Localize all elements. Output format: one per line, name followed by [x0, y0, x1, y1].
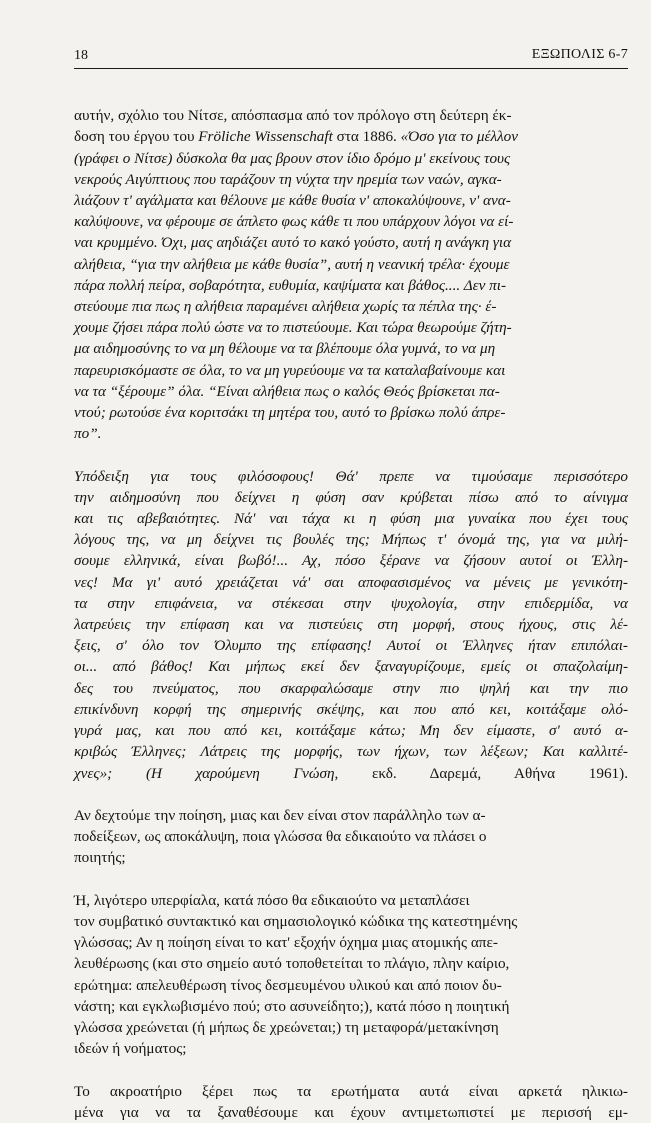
book-title: Η χαρούμενη Γνώση	[151, 764, 335, 782]
paragraph-2	[74, 444, 628, 783]
paragraph-1	[74, 84, 628, 444]
body-text	[74, 84, 628, 1123]
text-segment: στα 1886.	[332, 128, 401, 146]
text-segment: Ή, λιγότερο υπερφίαλα, κατά πόσο θα εδικαιούτο να μεταπλάσει τον συμβατικό συντακτικό και σημασιολογικό κώδικα της κατεστημένης γλώσσας; Αν η ποίηση είναι το κατ' εξοχήν όχημα μιας ατομικής απε- λευθέρωσης (και στο σημείο αυτό τοποθετείται το πλάγιο, πλην καίριο, ερώτημα: απελευθέρωση τίνος δεσμευμένου υλικού και από ποιον δυ- νάστη; και εγκλωβισμένο πού; στο ασυνείδητο;), κατά πόσο η ποιητική γλώσσα χρεώνεται (ή μήπως δε χρεώνεται;) τη μεταφορά/μετακίνηση ιδεών ή νοήματος;	[74, 891, 518, 1058]
citation: , εκδ. Δαρεμά, Αθήνα 1961).	[334, 764, 629, 782]
quotation: «Όσο για το μέλλον (γράφει ο Νίτσε) δύσκολα θα μας βρουν στον ίδιο δρόμο μ' εκείνους τους νεκρούς Αιγύπτιους που ταράζουν τη νύχτα την ηρεμία των ναών, αγκα- λιάζουν τ' αγάλματα και θέλουνε με κάθε θυσία ν' αποκαλύψουνε, ν' ανα- καλύψουνε, να φέρουμε σε άπλετο φως κάθε τι που υπάρχουν λόγοι να εί- ναι κρυμμένο. Όχι, μας αηδιάζει αυτό το κακό γούστο, αυτή η ανάγκη για αλήθεια, “για την αλήθεια με κάθε θυσία”, αυτή η νεανική τρέλα· έχουμε πάρα πολλή πείρα, σοβαρότητα, ευθυμία, καψίματα και βάθος.... Δεν πι- στεύουμε πια πως η αλήθεια παραμένει αλήθεια χωρίς τα πέπλα της· έ- χουμε ζήσει πάρα πολύ ώστε να το πιστεύουμε. Και τώρα θεωρούμε ζήτη- μα αιδημοσύνης το να μη θέλουμε να τα βλέπουμε όλα γυμνά, το να μη παρευρισκόμαστε σε όλα, το να μη γυρεύουμε να τα καταλαβαίνουμε και να τα “ξέρουμε” όλα. “Είναι αλήθεια πως ο καλός Θεός βρίσκεται πα- ντού; ρωτούσε ένα κοριτσάκι τη μητέρα του, αυτό το βρίσκω πολύ άπρε- πο”.	[74, 128, 518, 443]
quotation: Υπόδειξη για τους φιλόσοφους! Θά' πρεπε να τιμούσαμε περισσότερο την αιδημοσύνη που δείχνει η φύση σαν κρύβεται πίσω από το αίνιγμα και τις αβεβαιότητες. Νά' ναι τάχα κι η φύση μια γυναίκα που έχει τους λόγους της, να μη δείχνει τις βουλές της; Μήπως τ' όνομά της, για να μιλή- σουμε ελληνικά, είναι βωβό!... Αχ, πόσο ξέρανε να ζήσουν αυτοί οι Έλλη- νες! Μα γι' αυτό χρειάζεται νά' σαι αποφασισμένος να μένεις με γενικότη- τα στην επιφάνεια, να στέκεσαι στην ψυχολογία, στην επιδερμίδα, να λατρεύεις την επίφαση και να πιστεύεις στη μορφή, στους ήχους, στις λέ- ξεις, σ' όλο τον Όλυμπο της επίφασης! Αυτοί οι Έλληνες ήταν επιπόλαι- οι... από βάθος! Και μήπως εκεί δεν ξαναγυρίζουμε, εμείς οι σπαζολαίμη- δες του πνεύματος, που σκαρφαλώσαμε στην πιο ψηλή και την πιο επικίνδυνη κορφή της σημερινής σκέψης, και που από κει, κοιτάξαμε ολό- γυρά μας, και που από κει, κοιτάξαμε κάτω; Μη δεν είμαστε, σ' αυτό α- κριβώς Έλληνες; Λάτρεις της μορφής, των ήχων, των λέξεων; Και καλλιτέ- χνες»; (	[74, 467, 628, 782]
paragraph-3	[74, 784, 628, 869]
page-number: 18	[74, 48, 88, 63]
text-segment: Το ακροατήριο ξέρει πως τα ερωτήματα αυτά είναι αρκετά ηλικιω- μένα για να τα ξαναθέσουμε και έχουν αντιμετωπιστεί με περισσή εμ-	[74, 1082, 628, 1121]
text-segment: αυτήν, σχόλιο του Νίτσε, απόσπασμα από τον πρόλογο στη δεύτερη έκ- δοση του έργου του	[74, 107, 512, 146]
paragraph-5	[74, 1059, 628, 1123]
paragraph-4	[74, 869, 628, 1060]
page-header	[74, 46, 628, 69]
text-segment: Αν δεχτούμε την ποίηση, μιας και δεν είναι στον παράλληλο των α- ποδείξεων, ως αποκάλυψη, ποια γλώσσα θα εδικαιούτο να πλάσει ο ποιητής;	[74, 806, 487, 867]
running-head: ΕΞΩΠΟΛΙΣ 6-7	[531, 47, 628, 62]
book-title: Fröliche Wissenschaft	[198, 128, 333, 146]
